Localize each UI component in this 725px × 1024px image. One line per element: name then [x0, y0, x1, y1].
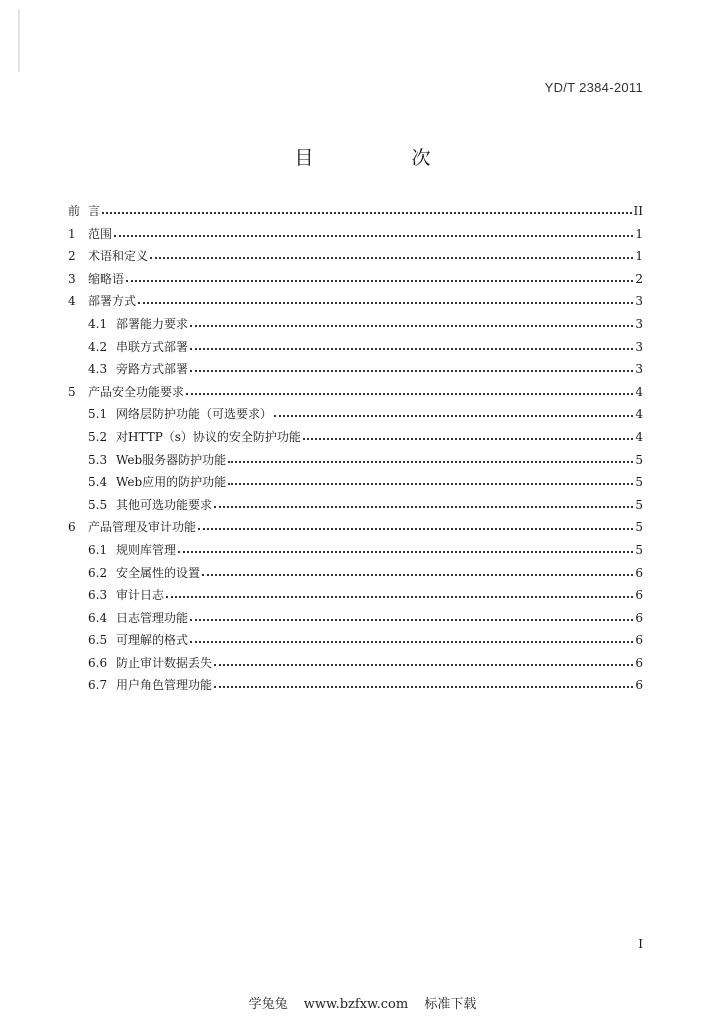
toc-entry[interactable]: [68, 451, 643, 474]
toc-entry-number: 6.7: [88, 678, 108, 693]
page-number: I: [638, 937, 643, 951]
toc-entry-number: 1: [68, 226, 76, 241]
toc-entry[interactable]: [68, 631, 643, 654]
toc-entry-number: 5.1: [88, 407, 108, 422]
toc-entry[interactable]: [68, 586, 643, 609]
toc-entry-label: 缩略语: [88, 271, 125, 286]
toc-entry-number: 6.2: [88, 565, 108, 580]
toc-entry-number: 6.5: [88, 633, 108, 648]
toc-entry-page: 4: [635, 407, 643, 422]
toc-entry-label: 可理解的格式: [116, 633, 189, 648]
toc-title: 目 次: [294, 147, 477, 169]
toc-entry-page: 5: [635, 497, 643, 512]
toc-entry[interactable]: [68, 338, 643, 361]
toc-entry[interactable]: [68, 428, 643, 451]
toc-leader-dots: [178, 542, 633, 554]
toc-entry-number: 4.3: [88, 362, 108, 377]
toc-entry-page: 3: [635, 294, 643, 309]
toc-entry-label: 防止审计数据丢失: [116, 655, 213, 670]
toc-entry-label: 其他可选功能要求: [116, 497, 213, 512]
toc-entry-number: 6: [68, 520, 76, 535]
toc-entry-page: 6: [635, 565, 643, 580]
toc-entry-page: 1: [635, 249, 643, 264]
toc-entry-number: 前: [68, 204, 81, 218]
toc-entry-label: 规则库管理: [116, 542, 177, 557]
toc-entry[interactable]: [68, 247, 643, 270]
toc-entry-number: 6.4: [88, 610, 108, 625]
toc-entry[interactable]: [68, 564, 643, 587]
toc-entry-page: 6: [635, 655, 643, 670]
toc-entry[interactable]: [68, 654, 643, 677]
toc-entry-number: 4.1: [88, 316, 108, 331]
document-code: YD/T 2384-2011: [544, 80, 643, 95]
toc-entry[interactable]: [68, 360, 643, 383]
toc-entry-number: 2: [68, 249, 76, 264]
scan-page-edge: [18, 10, 20, 72]
toc-entry-label: 旁路方式部署: [116, 362, 189, 377]
toc-entry-page: 2: [635, 271, 643, 286]
toc-entry-page: 5: [635, 542, 643, 557]
toc-leader-dots: [214, 655, 633, 667]
toc-entry-number: 5.2: [88, 429, 108, 444]
toc-leader-dots: [228, 452, 633, 464]
toc-entry-page: 3: [635, 362, 643, 377]
toc-entry-page: 5: [635, 475, 643, 490]
toc-leader-dots: [186, 384, 633, 396]
toc-entry-label: 用户角色管理功能: [116, 678, 213, 693]
toc-leader-dots: [214, 677, 633, 689]
toc-leader-dots: [202, 565, 633, 577]
toc-entry-label: Web应用的防护功能: [116, 475, 227, 490]
toc-leader-dots: [190, 361, 633, 373]
toc-entry-label: 言: [88, 204, 101, 218]
toc-entry-page: 4: [635, 429, 643, 444]
toc-leader-dots: [190, 610, 633, 622]
toc-entry[interactable]: [68, 676, 643, 699]
toc-entry-number: 3: [68, 271, 76, 286]
toc-entry-number: 6.3: [88, 588, 108, 603]
toc-entry-page: 6: [635, 678, 643, 693]
toc-entry-number: 4.2: [88, 339, 108, 354]
toc-entry[interactable]: [68, 609, 643, 632]
toc-leader-dots: [198, 519, 633, 531]
toc-leader-dots: [114, 226, 633, 238]
toc-entry-page: 6: [635, 633, 643, 648]
toc-entry-label: 产品安全功能要求: [88, 384, 185, 399]
toc-entry-label: 范围: [88, 226, 113, 241]
toc-entry-label: 术语和定义: [88, 249, 149, 264]
toc-entry-number: 5: [68, 384, 76, 399]
toc-entry-label: 部署方式: [88, 294, 137, 309]
toc-entry-page: 1: [635, 226, 643, 241]
toc-leader-dots: [166, 587, 633, 599]
toc-leader-dots: [126, 271, 633, 283]
toc-entry-label: 对HTTP（s）协议的安全防护功能: [116, 429, 301, 444]
toc-entry-number: 5.3: [88, 452, 108, 467]
toc-leader-dots: [190, 316, 633, 328]
toc-entry-label: Web服务器防护功能: [116, 452, 227, 467]
toc-entry-page: 3: [635, 339, 643, 354]
toc-leader-dots: [190, 632, 633, 644]
toc-entry[interactable]: [68, 473, 643, 496]
toc-entry[interactable]: [68, 405, 643, 428]
toc-entry-page: 5: [635, 520, 643, 535]
toc-entry-number: 5.5: [88, 497, 108, 512]
toc-entry-label: 产品管理及审计功能: [88, 520, 197, 535]
toc-entry-page: 4: [635, 384, 643, 399]
toc-entry-page: 3: [635, 316, 643, 331]
toc-leader-dots: [138, 293, 633, 305]
toc-entry[interactable]: [68, 496, 643, 519]
toc-entry-label: 串联方式部署: [116, 339, 189, 354]
toc-entry-label: 网络层防护功能（可选要求）: [116, 407, 273, 422]
toc-entry-number: 6.1: [88, 542, 108, 557]
toc-entry[interactable]: [68, 315, 643, 338]
toc-leader-dots: [102, 203, 632, 215]
toc-entry-number: 5.4: [88, 475, 108, 490]
toc-entry-label: 日志管理功能: [116, 610, 189, 625]
footer-url[interactable]: www.bzfxw.com: [303, 997, 409, 1012]
toc-leader-dots: [190, 339, 633, 351]
toc-entry-label: 审计日志: [116, 588, 165, 603]
toc-entry[interactable]: [68, 383, 643, 406]
toc-leader-dots: [228, 474, 633, 486]
toc-leader-dots: [150, 248, 633, 260]
toc-leader-dots: [214, 497, 633, 509]
toc-entry[interactable]: [68, 270, 643, 293]
toc-entry-number: 4: [68, 294, 76, 309]
toc-entry-page: 6: [635, 588, 643, 603]
toc-entry-page: II: [633, 204, 643, 218]
toc-entry[interactable]: [68, 225, 643, 248]
toc-entry[interactable]: [68, 541, 643, 564]
table-of-contents: [68, 202, 643, 699]
toc-entry-page: 5: [635, 452, 643, 467]
toc-leader-dots: [274, 406, 633, 418]
toc-entry[interactable]: [68, 292, 643, 315]
toc-entry-label: 部署能力要求: [116, 316, 189, 331]
toc-entry[interactable]: [68, 202, 643, 225]
toc-entry-label: 安全属性的设置: [116, 565, 201, 580]
footer-site-name: 学兔兔: [248, 997, 288, 1012]
toc-entry-number: 6.6: [88, 655, 108, 670]
footer-tagline: 标准下载: [424, 997, 477, 1012]
toc-entry-page: 6: [635, 610, 643, 625]
toc-leader-dots: [303, 429, 633, 441]
toc-entry[interactable]: [68, 518, 643, 541]
footer: [0, 993, 725, 1012]
